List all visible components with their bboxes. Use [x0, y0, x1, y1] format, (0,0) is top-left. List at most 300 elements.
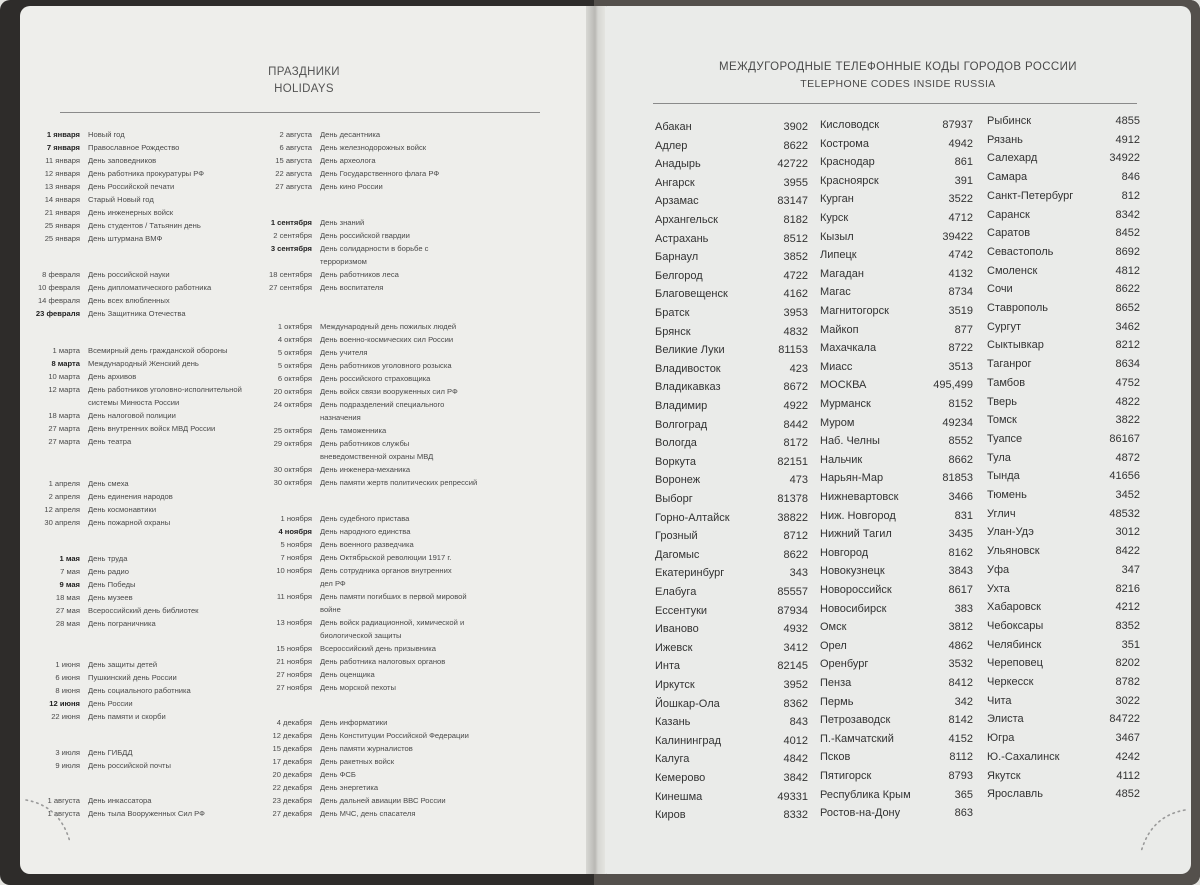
code-row [987, 713, 1140, 725]
city-name: Нарьян-Мар [820, 472, 884, 485]
holiday-row [236, 465, 410, 474]
city-code: 8412 [948, 677, 973, 689]
code-row [655, 493, 808, 505]
city-code: 8712 [783, 530, 808, 543]
holiday-date: 7 мая [60, 567, 80, 576]
city-name: Калининград [655, 734, 722, 747]
holiday-name: войне [320, 605, 341, 614]
holiday-date: 18 сентября [269, 270, 312, 279]
city-name: Хабаровск [987, 601, 1041, 614]
city-name: Казань [655, 716, 691, 729]
holiday-row [10, 748, 132, 757]
holiday-row [236, 644, 436, 653]
city-code: 4752 [1115, 376, 1140, 389]
code-row [820, 584, 973, 596]
code-row [987, 695, 1140, 707]
holiday-date [236, 257, 312, 266]
code-row [820, 398, 973, 410]
city-name: Ростов-на-Дону [820, 807, 901, 820]
city-name: Воронеж [655, 474, 701, 487]
city-name: Якутск [987, 769, 1021, 782]
city-code: 4212 [1115, 601, 1140, 614]
holiday-name: День инженера-механика [320, 465, 411, 474]
holiday-row [10, 372, 136, 381]
code-row [655, 419, 808, 431]
code-row [987, 433, 1140, 445]
code-row [820, 770, 973, 782]
holiday-row [10, 699, 133, 708]
city-name: Салехард [987, 152, 1038, 165]
code-row [987, 788, 1140, 800]
holiday-name: День социального работника [88, 686, 191, 695]
holiday-row [236, 631, 402, 640]
holiday-date: 27 марта [48, 424, 80, 433]
city-name: Барнаул [655, 251, 699, 264]
code-row [987, 620, 1140, 632]
holiday-row [10, 346, 228, 355]
city-name: Братск [655, 307, 690, 319]
city-code: 843 [789, 716, 808, 729]
city-code: 81378 [777, 493, 808, 505]
city-code: 8617 [948, 584, 973, 596]
holiday-row [10, 398, 179, 407]
code-row [987, 302, 1140, 314]
holiday-row [236, 130, 380, 139]
code-row [820, 138, 973, 150]
holiday-date: 1 ноября [280, 514, 312, 523]
holiday-row [10, 169, 204, 178]
holiday-row [236, 796, 446, 805]
holiday-date: 23 февраля [35, 309, 80, 318]
holiday-date [236, 579, 312, 588]
holiday-date: 2 апреля [48, 492, 80, 501]
holiday-row [236, 731, 469, 740]
city-code: 3022 [1115, 694, 1140, 707]
holiday-name: День судебного пристава [320, 514, 410, 523]
code-row [987, 246, 1140, 258]
holiday-row [236, 718, 387, 727]
holiday-name: День Победы [88, 580, 136, 589]
holiday-row [10, 424, 215, 433]
city-code: 83147 [777, 195, 808, 208]
city-code: 8216 [1115, 582, 1140, 595]
city-code: 4722 [783, 269, 808, 282]
city-code: 383 [954, 602, 973, 615]
holiday-name: Старый Новый год [88, 195, 154, 204]
city-code: 3902 [783, 121, 808, 133]
city-code: 8452 [1115, 227, 1140, 240]
city-code: 3466 [948, 491, 973, 503]
city-code: 3467 [1115, 732, 1140, 745]
city-name: Самара [987, 171, 1028, 184]
holiday-date: 12 января [44, 169, 80, 178]
holiday-date: 18 марта [48, 411, 80, 420]
holiday-date: 1 января [46, 130, 80, 139]
holiday-name: День таможенника [320, 426, 387, 435]
holiday-row [10, 660, 157, 669]
city-name: Саранск [987, 208, 1030, 221]
city-code: 4822 [1115, 395, 1140, 408]
holiday-name: День железнодорожных войск [320, 143, 427, 152]
holiday-name: День заповедников [88, 156, 157, 165]
holiday-row [10, 143, 179, 152]
city-code: 87937 [942, 119, 973, 131]
code-row [987, 171, 1140, 183]
city-name: Уфа [987, 563, 1010, 576]
holiday-date [236, 413, 312, 422]
holiday-row [10, 385, 242, 394]
holiday-date: 13 ноября [276, 618, 312, 627]
holiday-date: 22 декабря [272, 783, 312, 792]
city-code: 3822 [1115, 414, 1140, 427]
city-code: 863 [954, 807, 973, 820]
notebook-spine [586, 6, 606, 874]
holiday-name: Всероссийский день призывника [320, 644, 436, 653]
city-code: 84722 [1109, 713, 1140, 726]
holiday-row [236, 770, 356, 779]
city-code: 3842 [783, 772, 808, 784]
city-name: Рыбинск [987, 115, 1032, 127]
city-name: Кострома [820, 137, 869, 150]
code-row [820, 231, 973, 243]
code-row [820, 417, 973, 429]
holiday-date: 12 декабря [272, 731, 312, 740]
city-name: Рязань [987, 133, 1023, 146]
code-row [655, 679, 808, 691]
city-name: Кисловодск [820, 119, 880, 131]
holiday-date: 1 марта [52, 346, 80, 355]
code-row [820, 268, 973, 280]
holiday-row [236, 757, 394, 766]
code-row [655, 623, 808, 635]
city-code: 351 [1121, 638, 1140, 651]
holiday-date: 25 января [44, 234, 80, 243]
city-name: Волгоград [655, 418, 708, 431]
city-name: Петрозаводск [820, 714, 891, 727]
holiday-row [236, 231, 410, 240]
holiday-date: 24 октября [273, 400, 312, 409]
code-row [655, 716, 808, 728]
city-name: Улан-Удэ [987, 526, 1034, 539]
city-code: 4842 [783, 753, 808, 766]
holiday-row [10, 437, 131, 446]
holiday-row [10, 505, 156, 514]
city-name: Ульяновск [987, 545, 1040, 558]
city-code: 81853 [942, 472, 973, 485]
city-code: 8672 [783, 381, 808, 394]
code-row [655, 512, 808, 524]
city-name: Дагомыс [655, 548, 700, 561]
city-code: 8722 [948, 342, 973, 355]
holiday-name: День студентов / Татьянин день [88, 221, 201, 230]
city-name: Новороссийск [820, 584, 892, 596]
holiday-name: День морской пехоты [320, 683, 396, 692]
city-code: 82145 [777, 660, 808, 673]
holiday-date: 18 мая [55, 593, 80, 602]
city-code: 4162 [783, 288, 808, 301]
city-code: 87934 [777, 604, 808, 617]
city-name: Пятигорск [820, 770, 872, 782]
code-row [987, 751, 1140, 763]
holiday-name: дел РФ [320, 579, 346, 588]
holiday-name: День солидарности в борьбе с [320, 244, 429, 253]
holiday-name: День работника налоговых органов [320, 657, 446, 666]
codes-column-3 [987, 6, 1140, 866]
city-code: 8352 [1115, 619, 1140, 632]
holiday-name: День архивов [88, 372, 137, 381]
holiday-row [236, 527, 410, 536]
holiday-date: 27 августа [275, 182, 312, 191]
city-name: Черкесск [987, 676, 1034, 688]
city-code: 81153 [778, 344, 808, 357]
holiday-row [236, 553, 451, 562]
city-name: Омск [820, 621, 847, 634]
code-row [987, 508, 1140, 520]
holiday-date [10, 398, 80, 407]
code-row [655, 698, 808, 710]
city-name: Кемерово [655, 772, 706, 784]
holiday-date: 10 марта [48, 372, 80, 381]
city-name: Магадан [820, 267, 864, 280]
holiday-date: 1 августа [47, 796, 80, 805]
city-code: 3843 [948, 565, 973, 578]
city-code: 4132 [948, 267, 973, 280]
holiday-name: День пожарной охраны [88, 518, 171, 527]
code-row [655, 586, 808, 598]
city-code: 3812 [948, 621, 973, 634]
code-row [655, 177, 808, 189]
holiday-name: День дипломатического работника [88, 283, 212, 292]
code-row [987, 601, 1140, 613]
holiday-date: 2 августа [279, 130, 312, 139]
city-code: 8622 [783, 548, 808, 561]
city-code: 8362 [783, 697, 808, 710]
city-name: Горно-Алтайск [655, 511, 730, 524]
code-row [820, 305, 973, 317]
city-name: Красноярск [820, 174, 879, 187]
code-row [655, 363, 808, 375]
code-row [820, 751, 973, 763]
holiday-row [236, 169, 439, 178]
holiday-row [236, 156, 376, 165]
holiday-date: 12 июня [49, 699, 80, 708]
holiday-row [10, 673, 177, 682]
holiday-name: День подразделений специального [320, 400, 445, 409]
holiday-name: День инкассатора [88, 796, 152, 805]
code-row [655, 437, 808, 449]
city-code: 8634 [1115, 358, 1140, 371]
holiday-name: День тыла Вооруженных Сил РФ [88, 809, 205, 818]
city-code: 8662 [948, 453, 973, 466]
code-row [655, 288, 808, 300]
holiday-date: 15 декабря [272, 744, 312, 753]
holiday-row [10, 580, 136, 589]
code-row [820, 640, 973, 652]
city-code: 812 [1121, 189, 1140, 202]
holiday-row [10, 411, 176, 420]
city-name: Ангарск [655, 176, 695, 189]
holiday-name: День десантника [320, 130, 381, 139]
holiday-date: 11 ноября [276, 592, 312, 601]
city-code: 495,499 [933, 379, 973, 392]
city-name: Инта [655, 660, 681, 673]
holiday-row [236, 218, 364, 227]
holiday-date: 20 декабря [272, 770, 312, 779]
city-name: Вологда [655, 437, 697, 450]
code-row [820, 193, 973, 205]
city-code: 41656 [1109, 470, 1140, 483]
city-code: 473 [789, 474, 808, 487]
city-code: 3522 [948, 193, 973, 206]
holiday-date: 1 октября [277, 322, 312, 331]
city-code: 34922 [1109, 152, 1140, 165]
code-row [987, 358, 1140, 370]
holiday-name: День археолога [320, 156, 376, 165]
holiday-name: День народного единства [320, 527, 411, 536]
holiday-row [10, 156, 156, 165]
city-name: Владикавказ [655, 381, 721, 394]
holidays-column-2 [236, 6, 576, 866]
holiday-row [10, 283, 211, 292]
holiday-name: системы Минюста России [88, 398, 180, 407]
city-code: 8552 [948, 435, 973, 448]
code-row [987, 152, 1140, 164]
city-name: Таганрог [987, 358, 1032, 371]
holiday-name: День войск связи вооруженных сил РФ [320, 387, 458, 396]
holiday-row [236, 809, 415, 818]
code-row [987, 227, 1140, 239]
holiday-date: 28 мая [55, 619, 80, 628]
code-row [655, 195, 808, 207]
holiday-row [10, 270, 170, 279]
holiday-name: День налоговой полиции [88, 411, 176, 420]
holiday-row [10, 712, 166, 721]
city-code: 391 [954, 174, 973, 187]
code-row [655, 233, 808, 245]
holiday-date: 27 марта [48, 437, 80, 446]
city-code: 3532 [948, 658, 973, 671]
city-name: Оренбург [820, 658, 869, 671]
code-row [655, 567, 808, 579]
city-name: Углич [987, 507, 1016, 520]
city-name: Орел [820, 639, 847, 652]
holiday-row [10, 686, 191, 695]
holiday-date: 30 апреля [44, 518, 80, 527]
holiday-row [236, 143, 426, 152]
holiday-date: 21 января [44, 208, 80, 217]
holiday-name: День информатики [320, 718, 388, 727]
holiday-row [236, 335, 453, 344]
city-name: Саратов [987, 227, 1031, 240]
holiday-date: 22 июня [51, 712, 80, 721]
city-name: Тында [987, 470, 1020, 483]
city-name: Великие Луки [655, 344, 725, 357]
city-name: Кинешма [655, 790, 703, 803]
code-row [655, 772, 808, 784]
city-name: Арзамас [655, 195, 699, 208]
code-row [655, 158, 808, 170]
code-row [655, 660, 808, 672]
city-name: Чебоксары [987, 619, 1044, 632]
holiday-row [10, 195, 154, 204]
holiday-name: День российской науки [88, 270, 170, 279]
holiday-date: 9 июля [55, 761, 80, 770]
holiday-row [236, 514, 409, 523]
holiday-date: 7 ноября [280, 553, 312, 562]
code-row [655, 456, 808, 468]
holiday-row [236, 783, 378, 792]
city-code: 8622 [783, 139, 808, 152]
city-code: 8793 [948, 770, 973, 782]
code-row [655, 251, 808, 263]
city-name: Ниж. Новгород [820, 509, 896, 522]
code-row [820, 603, 973, 615]
city-name: Абакан [655, 121, 692, 133]
city-name: Ижевск [655, 641, 693, 654]
holiday-date: 21 ноября [276, 657, 312, 666]
city-name: Тюмень [987, 489, 1027, 501]
code-row [820, 807, 973, 819]
code-row [987, 414, 1140, 426]
holiday-row [236, 387, 458, 396]
holiday-name: Международный Женский день [88, 359, 199, 368]
city-code: 342 [954, 695, 973, 708]
code-row [820, 472, 973, 484]
holiday-name: День труда [88, 554, 128, 563]
holiday-name: День внутренних войск МВД России [88, 424, 216, 433]
holiday-date: 3 июля [55, 748, 80, 757]
city-name: Муром [820, 416, 855, 429]
code-row [820, 249, 973, 261]
city-code: 42722 [777, 158, 808, 171]
holiday-row [236, 592, 467, 601]
holiday-row [10, 518, 170, 527]
holiday-date: 29 октября [273, 439, 312, 448]
city-name: Майкоп [820, 323, 859, 336]
holiday-row [10, 761, 171, 770]
holiday-row [10, 567, 129, 576]
holiday-name: День ракетных войск [320, 757, 395, 766]
city-name: Ставрополь [987, 302, 1049, 314]
city-code: 4852 [1115, 788, 1140, 801]
city-name: Благовещенск [655, 288, 728, 301]
code-row [655, 214, 808, 226]
code-row [820, 658, 973, 670]
holiday-name: Пушкинский день России [88, 673, 177, 682]
city-code: 3852 [783, 251, 808, 264]
code-row [987, 526, 1140, 538]
codes-title-ru: МЕЖДУГОРОДНЫЕ ТЕЛЕФОННЫЕ КОДЫ ГОРОДОВ РОССИИ [719, 61, 1077, 73]
holiday-date: 30 октября [273, 478, 312, 487]
holiday-date: 2 сентября [273, 231, 312, 240]
city-code: 846 [1121, 171, 1140, 184]
holiday-row [10, 234, 162, 243]
holiday-name: Всероссийский день библиотек [88, 606, 199, 615]
city-name: Ярославль [987, 788, 1043, 801]
holiday-date: 1 сентября [270, 218, 312, 227]
holiday-name: терроризмом [320, 257, 367, 266]
code-row [987, 209, 1140, 221]
holiday-name: День инженерных войск [88, 208, 174, 217]
holiday-name: День всех влюбленных [88, 296, 170, 305]
holiday-date: 5 октября [277, 361, 312, 370]
holiday-date: 15 ноября [276, 644, 312, 653]
city-code: 347 [1121, 563, 1140, 576]
holiday-row [236, 244, 428, 253]
holiday-date: 3 сентября [270, 244, 312, 253]
code-row [820, 454, 973, 466]
city-code: 4862 [948, 639, 973, 652]
